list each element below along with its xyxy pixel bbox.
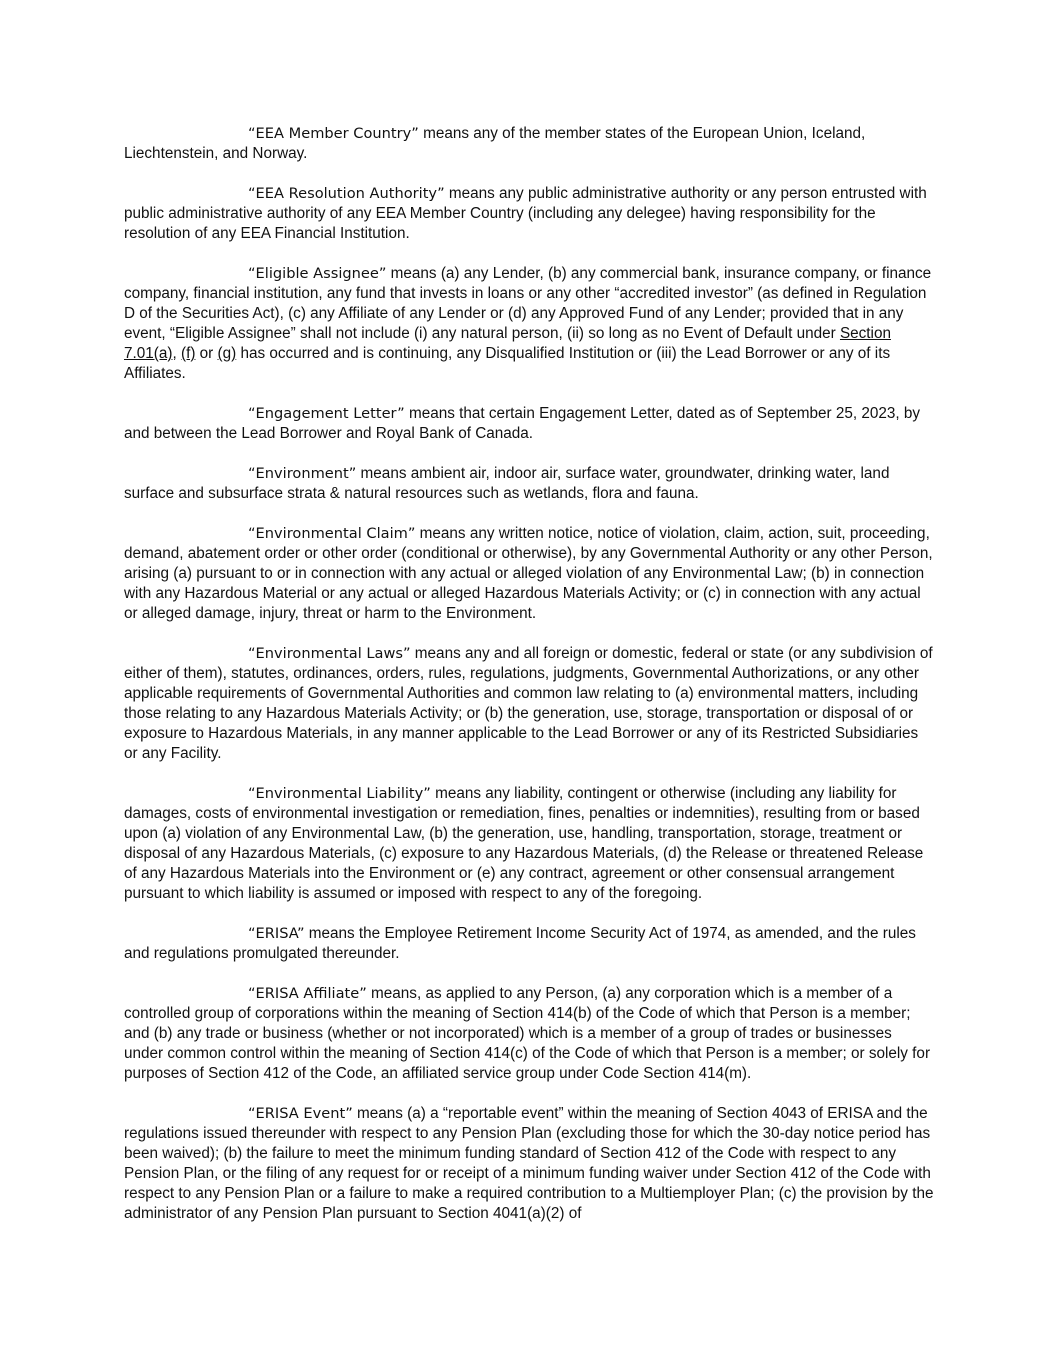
section-reference-link[interactable]: Section 7.01(a) — [124, 325, 891, 362]
defined-term: “Environmental Liability” — [248, 785, 431, 802]
definition-erisa-event — [124, 1104, 934, 1224]
section-reference-link[interactable]: (g) — [217, 345, 237, 362]
definition-text: means any written notice, notice of violation, claim, action, suit, proceeding, demand, abatement order or other order (conditional or otherwise), by any Governmental Authority or any other Person, arising (a) pursuant to or in connection with any actual or alleged violation of any Environmental Law; (b) in connection with any Hazardous Material or any actual or alleged Hazardous Materials Activity; or (c) in connection with any actual or alleged damage, injury, threat or harm to the Environment. — [124, 525, 933, 622]
definition-environmental-laws — [124, 644, 934, 764]
defined-term: “EEA Resolution Authority” — [248, 185, 445, 202]
defined-term: “Environment” — [248, 465, 357, 482]
definition-text: means (a) a “reportable event” within the meaning of Section 4043 of ERISA and the regulations issued thereunder with respect to any Pension Plan (excluding those for which the 30-day notice period has been waived); (b) the failure to meet the minimum funding standard of Section 412 of the Code with respect to any Pension Plan, or the filing of any request for or receipt of a minimum funding waiver under Section 412 of the Code with respect to any Pension Plan or a failure to make a required contribution to a Multiemployer Plan; (c) the provision by the administrator of any Pension Plan pursuant to Section 4041(a)(2) of — [124, 1105, 934, 1222]
definition-text: means any and all foreign or domestic, federal or state (or any subdivision of either of them), statutes, ordinances, orders, rules, regulations, judgments, Governmental Authorizations, or any other applicable requirements of Governmental Authorities and common law relating to (a) environmental matters, including those relating to any Hazardous Materials Activity; or (b) the generation, use, storage, transportation or disposal of or exposure to Hazardous Materials, in any manner applicable to the Lead Borrower or any of its Restricted Subsidiaries or any Facility. — [124, 645, 933, 762]
section-reference-link[interactable]: (f) — [180, 345, 196, 362]
defined-term: “ERISA” — [248, 925, 305, 942]
defined-term: “Environmental Claim” — [248, 525, 416, 542]
definition-text: means ambient air, indoor air, surface water, groundwater, drinking water, land surface and subsurface strata & natural resources such as wetlands, flora and fauna. — [124, 465, 890, 502]
definition-environmental-claim — [124, 524, 934, 624]
definition-text: or — [195, 345, 218, 362]
definition-text: means any of the member states of the European Union, Iceland, Liechtenstein, and Norway. — [124, 125, 866, 162]
defined-term: “EEA Member Country” — [248, 125, 419, 142]
definition-erisa — [124, 924, 934, 964]
definition-text: means, as applied to any Person, (a) any corporation which is a member of a controlled group of corporations within the meaning of Section 414(b) of the Code of which that Person is a member; and (b) any trade or business (whether or not incorporated) which is a member of a group of trades or businesses under common control within the meaning of Section 414(c) of the Code of which that Person is a member; or solely for purposes of Section 412 of the Code, an affiliated service group under Code Section 414(m). — [124, 985, 931, 1082]
defined-term: “Engagement Letter” — [248, 405, 405, 422]
definition-environment — [124, 464, 934, 504]
defined-term: “ERISA Affiliate” — [248, 985, 367, 1002]
definition-eligible-assignee — [124, 264, 934, 384]
definition-engagement-letter — [124, 404, 934, 444]
definition-text: means any public administrative authority or any person entrusted with public administrative authority of any EEA Member Country (including any delegee) having responsibility for the resolution of any EEA Financial Institution. — [124, 185, 927, 242]
definition-text: has occurred and is continuing, any Disqualified Institution or (iii) the Lead Borrower or any of its Affiliates. — [124, 345, 891, 382]
definition-text: , — [172, 345, 181, 362]
definition-eea-resolution-authority — [124, 184, 934, 244]
defined-term: “Environmental Laws” — [248, 645, 411, 662]
document-page — [124, 124, 934, 1244]
definition-text: means (a) any Lender, (b) any commercial bank, insurance company, or finance company, financial institution, any fund that invests in loans or any other “accredited investor” (as defined in Regulation D of the Securities Act), (c) any Affiliate of any Lender or (d) any Approved Fund of any Lender; provided that in any event, “Eligible Assignee” shall not include (i) any natural person, (ii) so long as no Event of Default under — [124, 265, 932, 342]
definition-text: means any liability, contingent or otherwise (including any liability for damages, costs of environmental investigation or remediation, fines, penalties or indemnities), resulting from or based upon (a) violation of any Environmental Law, (b) the generation, use, handling, transportation, storage, treatment or disposal of any Hazardous Materials, (c) exposure to any Hazardous Materials, (d) the Release or threatened Release of any Hazardous Materials into the Environment or (e) any contract, agreement or other consensual arrangement pursuant to which liability is assumed or imposed with respect to any of the foregoing. — [124, 785, 924, 902]
defined-term: “ERISA Event” — [248, 1105, 353, 1122]
definition-text: means that certain Engagement Letter, dated as of September 25, 2023, by and between the Lead Borrower and Royal Bank of Canada. — [124, 405, 921, 442]
definition-erisa-affiliate — [124, 984, 934, 1084]
defined-term: “Eligible Assignee” — [248, 265, 387, 282]
definition-text: means the Employee Retirement Income Security Act of 1974, as amended, and the rules and regulations promulgated thereunder. — [124, 925, 916, 962]
definition-environmental-liability — [124, 784, 934, 904]
definition-eea-member-country — [124, 124, 934, 164]
